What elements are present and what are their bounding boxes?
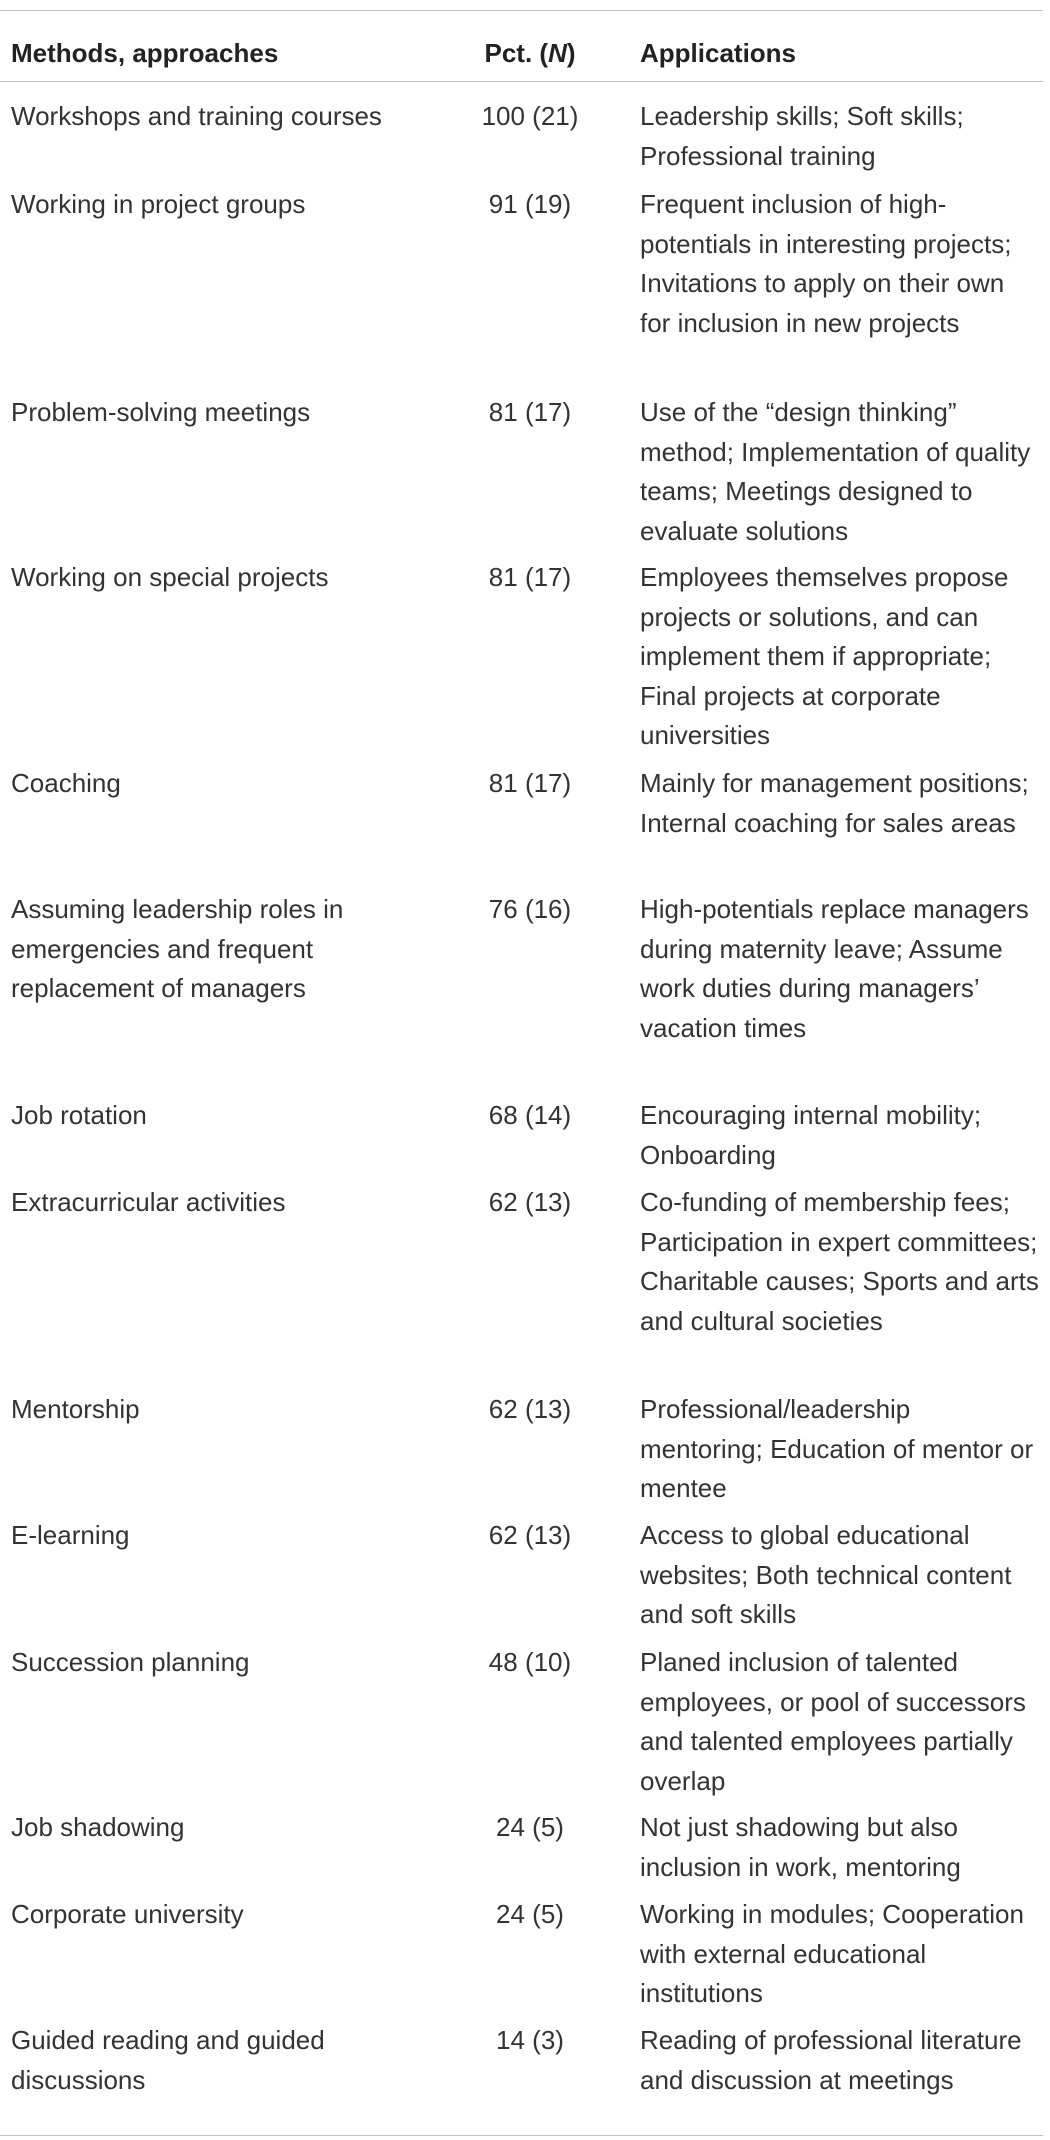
pct-cell: 81 (17)	[488, 562, 572, 592]
header-pct-suffix: )	[566, 38, 576, 68]
applications-cell: Encouraging internal mobility; Onboarding	[640, 1100, 982, 1170]
applications-cell: Working in modules; Cooperation with external educational institutions	[640, 1899, 1024, 2008]
pct-cell: 48 (10)	[488, 1647, 572, 1677]
header-pct-n: N	[548, 38, 567, 68]
pct-cell: 24 (5)	[496, 1812, 564, 1842]
pct-cell: 81 (17)	[488, 768, 572, 798]
method-cell: Working on special projects	[11, 562, 329, 592]
method-cell: Guided reading and guided discussions	[11, 2025, 325, 2095]
pct-cell: 76 (16)	[488, 894, 572, 924]
method-cell: Coaching	[11, 768, 121, 798]
pct-cell: 62 (13)	[488, 1394, 572, 1424]
method-cell: Problem-solving meetings	[11, 397, 311, 427]
method-cell: Working in project groups	[11, 189, 306, 219]
method-cell: Succession planning	[11, 1647, 250, 1677]
method-cell: Workshops and training courses	[11, 101, 382, 131]
applications-cell: Not just shadowing but also inclusion in work, mentoring	[640, 1812, 961, 1882]
table-bottom-rule	[0, 2135, 1043, 2136]
pct-cell: 68 (14)	[488, 1100, 572, 1130]
method-cell: Extracurricular activities	[11, 1187, 286, 1217]
table-header-row	[0, 11, 1043, 81]
method-cell: Job rotation	[11, 1100, 147, 1130]
applications-cell: Employees themselves propose projects or solutions, and can implement them if appropriate; Final projects at corporate universities	[640, 562, 1009, 750]
method-cell: Job shadowing	[11, 1812, 185, 1842]
applications-cell: Mainly for management positions; Internal coaching for sales areas	[640, 768, 1029, 838]
header-pct	[470, 38, 590, 68]
applications-cell: High-potentials replace managers during maternity leave; Assume work duties during managers’ vacation times	[640, 894, 1029, 1043]
applications-cell: Co-funding of membership fees; Participation in expert committees; Charitable causes; Sports and arts and cultural societies	[640, 1187, 1039, 1336]
applications-cell: Use of the “design thinking” method; Implementation of quality teams; Meetings designed to evaluate solutions	[640, 397, 1031, 546]
header-applications: Applications	[640, 38, 797, 68]
applications-cell: Frequent inclusion of high-potentials in interesting projects; Invitations to apply on their own for inclusion in new projects	[640, 189, 1012, 338]
applications-cell: Leadership skills; Soft skills; Professional training	[640, 101, 964, 171]
applications-cell: Professional/leadership mentoring; Education of mentor or mentee	[640, 1394, 1034, 1503]
pct-cell: 24 (5)	[496, 1899, 564, 1929]
method-cell: Mentorship	[11, 1394, 140, 1424]
pct-cell: 81 (17)	[488, 397, 572, 427]
table-header-rule	[0, 81, 1043, 82]
applications-cell: Planed inclusion of talented employees, or pool of successors and talented employees partially overlap	[640, 1647, 1026, 1796]
method-cell: Assuming leadership roles in emergencies and frequent replacement of managers	[11, 894, 344, 1003]
pct-cell: 14 (3)	[496, 2025, 564, 2055]
header-pct-prefix: Pct. (	[484, 38, 549, 68]
header-methods: Methods, approaches	[11, 38, 279, 68]
pct-cell: 100 (21)	[481, 101, 579, 131]
pct-cell: 91 (19)	[488, 189, 572, 219]
applications-cell: Access to global educational websites; Both technical content and soft skills	[640, 1520, 1012, 1629]
method-cell: Corporate university	[11, 1899, 244, 1929]
pct-cell: 62 (13)	[488, 1520, 572, 1550]
applications-cell: Reading of professional literature and discussion at meetings	[640, 2025, 1022, 2095]
method-cell: E-learning	[11, 1520, 130, 1550]
pct-cell: 62 (13)	[488, 1187, 572, 1217]
